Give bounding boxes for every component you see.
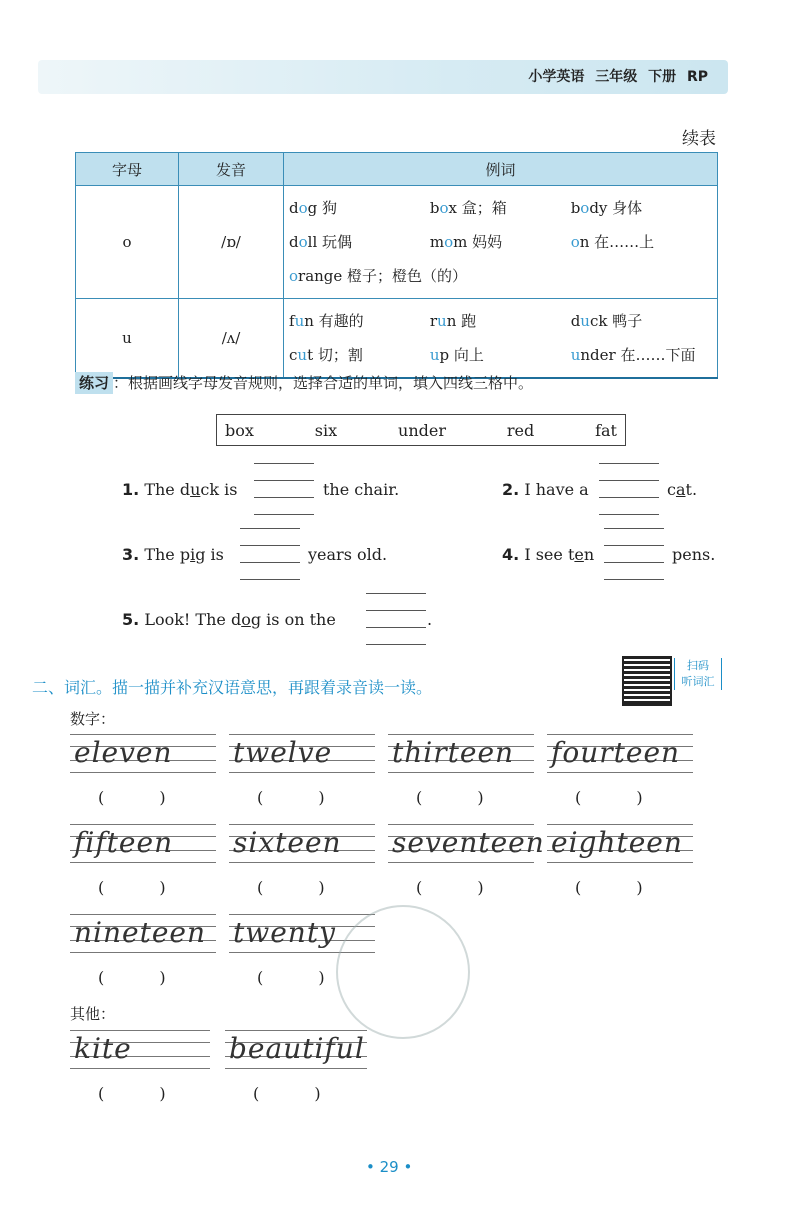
- example-word: run 跑: [429, 312, 477, 330]
- word-option: fat: [595, 420, 617, 440]
- tracing-word[interactable]: eleven: [70, 732, 216, 778]
- question-3: 3. The pig is: [122, 545, 224, 564]
- question-5: 5. Look! The dog is on the: [122, 610, 336, 629]
- example-word: fun 有趣的: [289, 312, 364, 330]
- question-3-tail: years old.: [308, 545, 388, 564]
- qr-code-icon[interactable]: [622, 656, 672, 706]
- answer-blank-4[interactable]: [604, 528, 664, 580]
- question-4: 4. I see ten: [502, 545, 595, 564]
- word-option: under: [398, 420, 446, 440]
- example-word: up 向上: [429, 346, 484, 364]
- tracing-word[interactable]: thirteen: [388, 732, 534, 778]
- answer-blank-2[interactable]: [599, 463, 659, 515]
- example-word: orange 橙子；橙色（的）: [289, 267, 468, 285]
- continued-label: 续表: [682, 129, 716, 149]
- header-letter: 字母: [76, 153, 179, 186]
- meaning-parentheses[interactable]: ( ): [575, 788, 643, 807]
- sound-cell: /ɒ/: [179, 186, 284, 299]
- question-4-tail: pens.: [672, 545, 716, 564]
- examples-u: [285, 300, 716, 376]
- question-2-tail: cat.: [667, 480, 698, 499]
- example-word: doll 玩偶: [289, 233, 353, 251]
- example-word: under 在……下面: [570, 346, 696, 364]
- question-2: 2. I have a: [502, 480, 589, 499]
- header-examples: 例词: [284, 153, 718, 186]
- meaning-parentheses[interactable]: ( ): [98, 1084, 166, 1103]
- example-word: body 身体: [570, 199, 643, 217]
- tracing-word[interactable]: sixteen: [229, 822, 375, 868]
- tracing-word[interactable]: twelve: [229, 732, 375, 778]
- meaning-parentheses[interactable]: ( ): [257, 968, 325, 987]
- watermark-stamp: [336, 905, 470, 1039]
- phonics-table: [75, 152, 718, 379]
- example-word: dog 狗: [289, 199, 338, 217]
- tracing-word[interactable]: beautiful: [225, 1028, 367, 1074]
- meaning-parentheses[interactable]: ( ): [416, 878, 484, 897]
- examples-o: [285, 187, 716, 297]
- meaning-parentheses[interactable]: ( ): [575, 878, 643, 897]
- tracing-word[interactable]: twenty: [229, 912, 375, 958]
- meaning-parentheses[interactable]: ( ): [98, 968, 166, 987]
- answer-blank-5[interactable]: [366, 593, 426, 645]
- book-header: 小学英语 三年级 下册 RP: [528, 69, 708, 85]
- example-word: mom 妈妈: [429, 233, 503, 251]
- meaning-parentheses[interactable]: ( ): [98, 788, 166, 807]
- section-2-title: 二、词汇。描一描并补充汉语意思，再跟着录音读一读。: [32, 678, 433, 697]
- meaning-parentheses[interactable]: ( ): [257, 788, 325, 807]
- answer-blank-3[interactable]: [240, 528, 300, 580]
- meaning-parentheses[interactable]: ( ): [98, 878, 166, 897]
- question-1-tail: the chair.: [323, 480, 400, 499]
- meaning-parentheses[interactable]: ( ): [257, 878, 325, 897]
- others-label: 其他：: [70, 1005, 116, 1023]
- meaning-parentheses[interactable]: ( ): [253, 1084, 321, 1103]
- header-sound: 发音: [179, 153, 284, 186]
- word-option: six: [314, 420, 338, 440]
- letter-cell: o: [76, 186, 179, 299]
- example-word: on 在……上: [570, 233, 655, 251]
- tracing-word[interactable]: seventeen: [388, 822, 534, 868]
- letter-cell: u: [76, 299, 179, 379]
- question-1: 1. The duck is: [122, 480, 238, 499]
- meaning-parentheses[interactable]: ( ): [416, 788, 484, 807]
- example-word: cut 切；割: [289, 346, 363, 364]
- qr-label: 扫码 听词汇: [674, 658, 722, 690]
- practice-instruction: 练习 ：根据画线字母发音规则，选择合适的单词，填入四线三格中。: [75, 372, 533, 393]
- word-option: red: [506, 420, 535, 440]
- tracing-word[interactable]: fifteen: [70, 822, 216, 868]
- word-option: box: [225, 420, 254, 440]
- example-word: duck 鸭子: [570, 312, 643, 330]
- tracing-word[interactable]: kite: [70, 1028, 210, 1074]
- answer-blank-1[interactable]: [254, 463, 314, 515]
- example-word: box 盒；箱: [429, 199, 507, 217]
- sound-cell: /ʌ/: [179, 299, 284, 379]
- tracing-word[interactable]: eighteen: [547, 822, 693, 868]
- word-box: [216, 414, 626, 446]
- tracing-word[interactable]: fourteen: [547, 732, 693, 778]
- page-number: • 29 •: [366, 1158, 413, 1176]
- tracing-word[interactable]: nineteen: [70, 912, 216, 958]
- question-5-tail: .: [427, 610, 433, 629]
- numbers-label: 数字：: [70, 710, 116, 728]
